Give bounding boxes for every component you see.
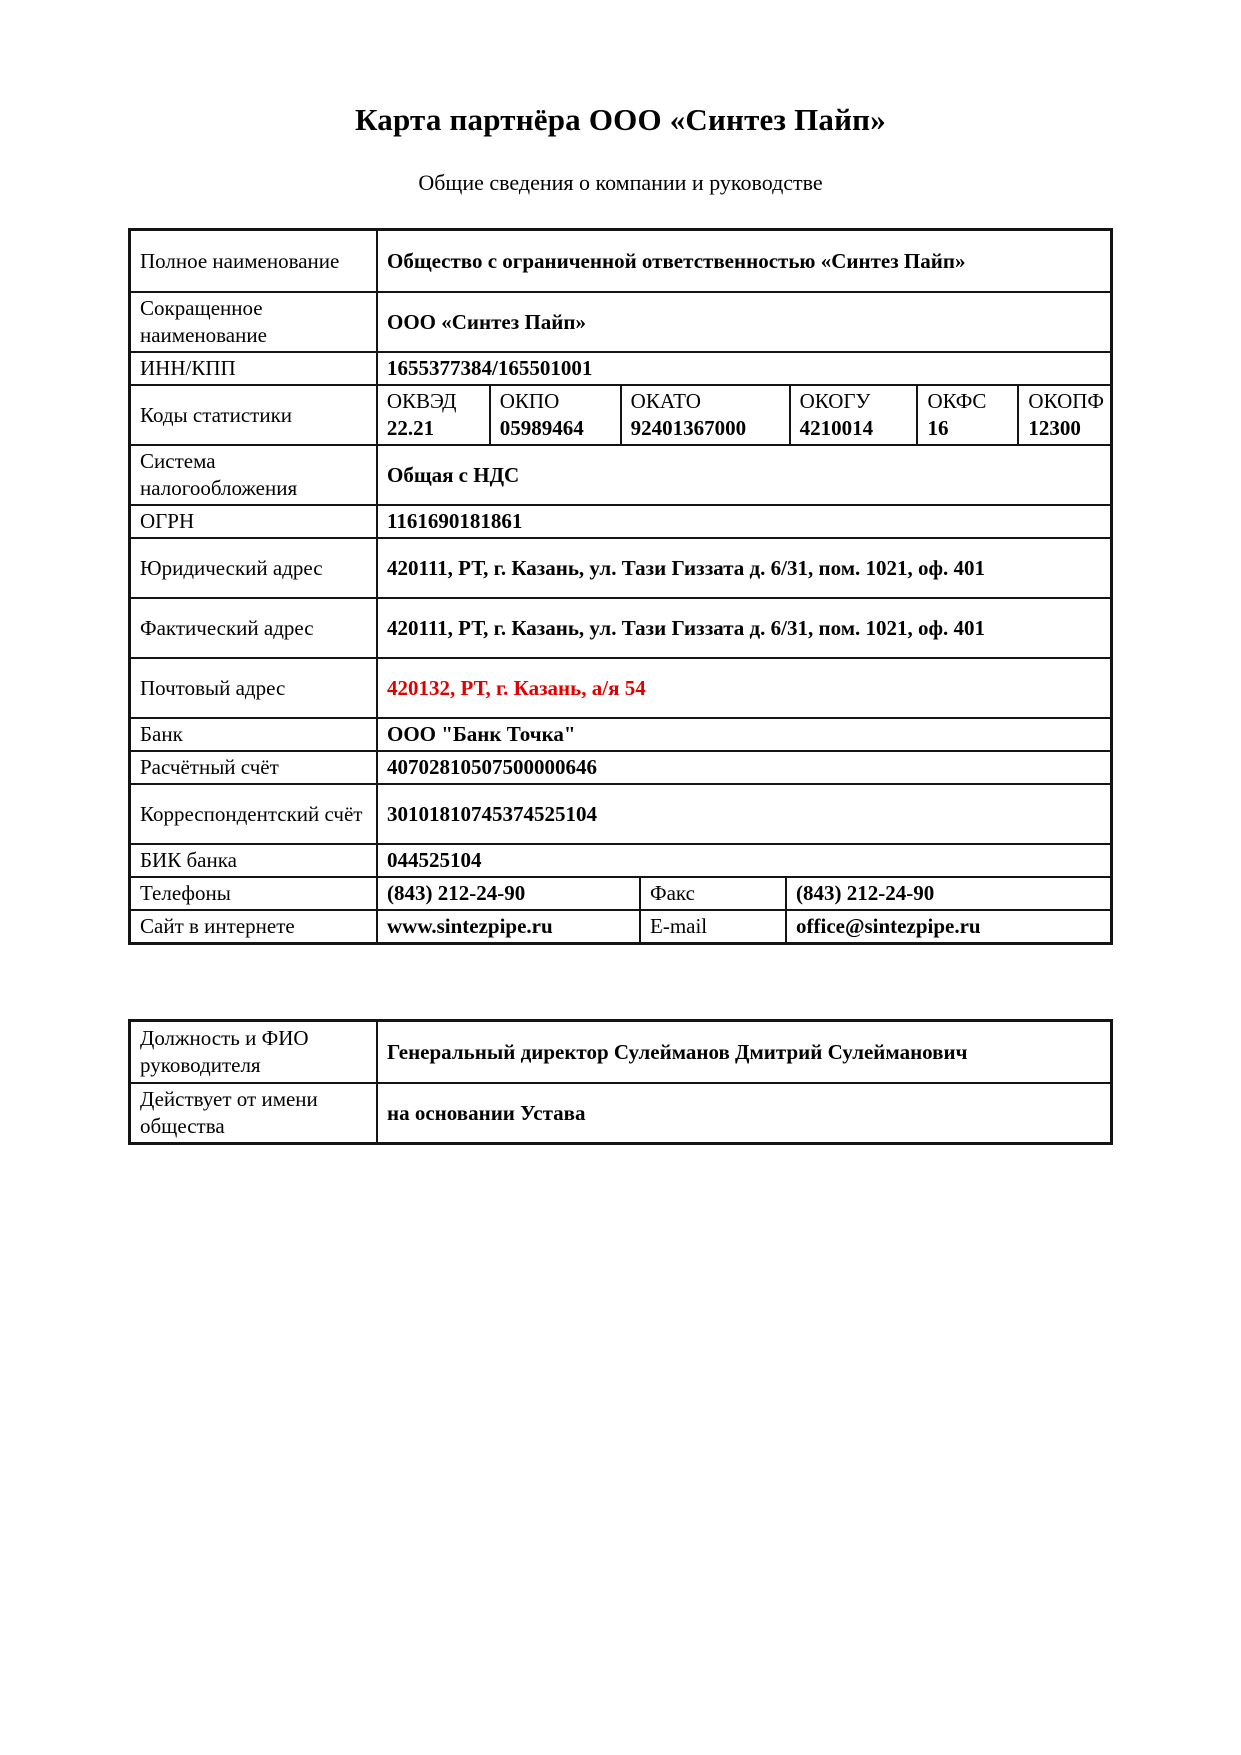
row-label: Полное наименование bbox=[140, 248, 340, 273]
row-value: на основании Устава bbox=[376, 1084, 1110, 1142]
row-value: 420111, РТ, г. Казань, ул. Тази Гиззата д. 6/31, пом. 1021, оф. 401 bbox=[376, 539, 1110, 597]
code-name: ОКВЭД bbox=[386, 389, 457, 413]
row-label: Система налогообложения bbox=[140, 449, 298, 500]
document-title: Карта партнёра ООО «Синтез Пайп» bbox=[355, 102, 886, 137]
row-value: ООО «Синтез Пайп» bbox=[376, 293, 1110, 351]
row-value: 1161690181861 bbox=[376, 506, 1110, 537]
code-name: ОКАТО bbox=[630, 389, 701, 413]
row-value: Общество с ограниченной ответственностью «Синтез Пайп» bbox=[376, 231, 1110, 291]
table-row-tax-system bbox=[131, 444, 1110, 504]
table-row-settlement-account bbox=[131, 750, 1110, 783]
table-row-postal-address bbox=[131, 657, 1110, 717]
row-value: 420111, РТ, г. Казань, ул. Тази Гиззата д. 6/31, пом. 1021, оф. 401 bbox=[376, 599, 1110, 657]
row-label: Расчётный счёт bbox=[140, 755, 279, 779]
row-label: Корреспондентский счёт bbox=[140, 801, 363, 826]
code-name: ОКОГУ bbox=[799, 389, 871, 413]
table-row-bank bbox=[131, 717, 1110, 750]
code-cell-okved bbox=[376, 386, 489, 444]
table-row-statistics-codes bbox=[131, 384, 1110, 444]
code-cell-okopf bbox=[1017, 386, 1110, 444]
code-value: 16 bbox=[927, 416, 949, 440]
code-value: 92401367000 bbox=[630, 416, 747, 440]
fax-label: Факс bbox=[639, 878, 785, 909]
table-row-correspondent-account bbox=[131, 783, 1110, 843]
row-value: ООО "Банк Точка" bbox=[376, 719, 1110, 750]
row-value: 30101810745374525104 bbox=[376, 785, 1110, 843]
code-name: ОКФС bbox=[927, 389, 987, 413]
row-value: Общая с НДС bbox=[376, 446, 1110, 504]
table-row-full-name bbox=[131, 231, 1110, 291]
code-value: 05989464 bbox=[499, 416, 584, 440]
management-table bbox=[128, 1019, 1113, 1145]
email-value: office@sintezpipe.ru bbox=[785, 911, 1110, 942]
row-label: Телефоны bbox=[140, 881, 231, 905]
table-row-bik bbox=[131, 843, 1110, 876]
row-value: 044525104 bbox=[376, 845, 1110, 876]
row-label: Юридический адрес bbox=[140, 555, 323, 580]
code-cell-okato bbox=[620, 386, 789, 444]
document-subtitle: Общие сведения о компании и руководстве bbox=[418, 170, 823, 195]
table-row-legal-address bbox=[131, 537, 1110, 597]
table-row-inn-kpp bbox=[131, 351, 1110, 384]
table-row-actual-address bbox=[131, 597, 1110, 657]
company-details-table bbox=[128, 228, 1113, 945]
phone-value: (843) 212-24-90 bbox=[376, 878, 639, 909]
website-value: www.sintezpipe.ru bbox=[376, 911, 639, 942]
email-label: E-mail bbox=[639, 911, 785, 942]
table-row-website bbox=[131, 909, 1110, 942]
row-label: ИНН/КПП bbox=[140, 356, 236, 380]
code-cell-okogu bbox=[789, 386, 917, 444]
code-value: 4210014 bbox=[799, 416, 874, 440]
row-value: Генеральный директор Сулейманов Дмитрий Сулейманович bbox=[376, 1022, 1110, 1082]
table-row-ogrn bbox=[131, 504, 1110, 537]
row-label: ОГРН bbox=[140, 509, 195, 533]
code-cell-okpo bbox=[489, 386, 620, 444]
table-row-phones bbox=[131, 876, 1110, 909]
row-label: Сайт в интернете bbox=[140, 914, 295, 938]
table-row-short-name bbox=[131, 291, 1110, 351]
row-value-postal-address: 420132, РТ, г. Казань, а/я 54 bbox=[376, 659, 1110, 717]
row-label: Сокращенное наименование bbox=[140, 296, 267, 347]
code-value: 22.21 bbox=[386, 416, 435, 440]
code-cell-okfs bbox=[916, 386, 1017, 444]
row-label: Действует от имени общества bbox=[140, 1087, 318, 1138]
row-label: Фактический адрес bbox=[140, 615, 314, 640]
row-label: БИК банка bbox=[140, 848, 237, 872]
code-name: ОКОПФ bbox=[1028, 389, 1104, 413]
table-row-acts-on-basis bbox=[131, 1082, 1110, 1142]
row-label: Должность и ФИО руководителя bbox=[140, 1026, 309, 1077]
row-label: Банк bbox=[140, 722, 183, 746]
row-label: Коды статистики bbox=[140, 402, 293, 427]
code-value: 12300 bbox=[1028, 416, 1081, 440]
table-row-director bbox=[131, 1022, 1110, 1082]
code-name: ОКПО bbox=[499, 389, 560, 413]
row-value: 40702810507500000646 bbox=[376, 752, 1110, 783]
row-label: Почтовый адрес bbox=[140, 675, 286, 700]
row-value: 1655377384/165501001 bbox=[376, 353, 1110, 384]
fax-value: (843) 212-24-90 bbox=[785, 878, 1110, 909]
